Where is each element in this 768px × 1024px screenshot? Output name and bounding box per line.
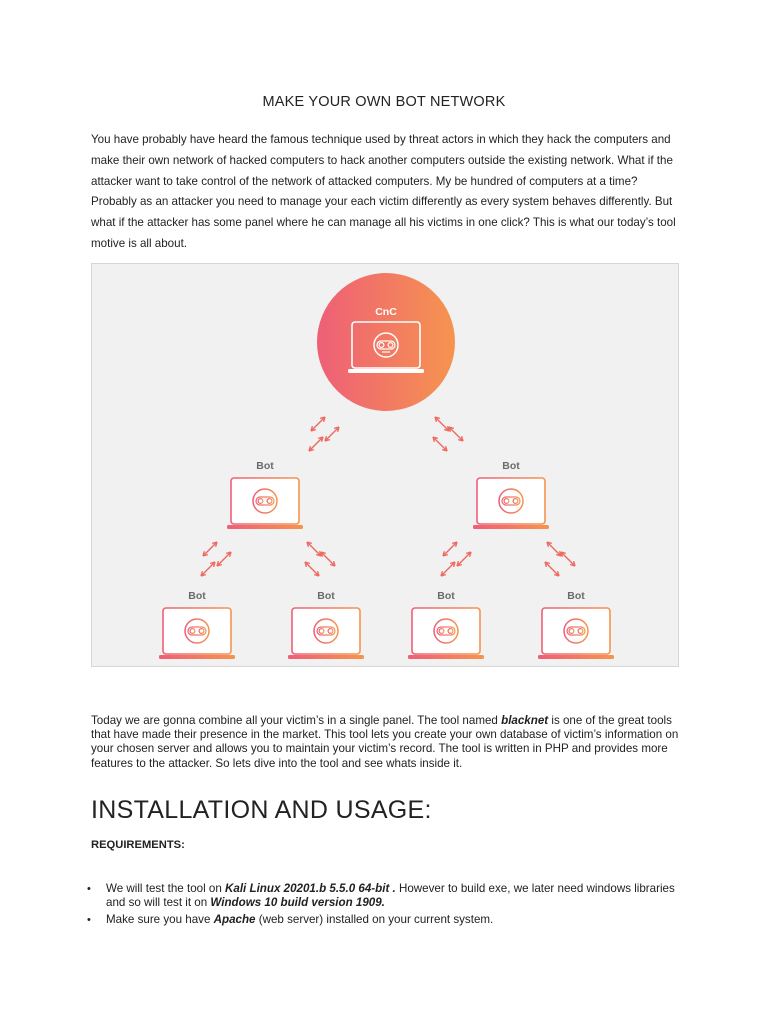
kali-version: Kali Linux 20201.b 5.5.0 64-bit .	[225, 882, 396, 895]
bullet-icon: •	[87, 913, 91, 926]
botnet-diagram-graphic	[92, 264, 678, 666]
bot-label-2: Bot	[317, 590, 335, 602]
windows-version: Windows 10 build version 1909.	[210, 896, 385, 910]
intro-paragraph: You have probably have heard the famous technique used by threat actors in which they hack the computers and make their own network of hacked computers to hack another computers outside the existing network. What if the attacker want to take control of the network of attacked computers. My be hundred of computers at a time? Probably as an attacker you need to manage your each victim differently as every system behaves differently. But what if the attacker has some panel where he can manage all his victims in one click? This is what our today’s tool motive is all about.	[91, 133, 676, 250]
bot-laptop-left	[227, 478, 303, 529]
botnet-diagram	[91, 263, 679, 667]
apache-name: Apache	[213, 912, 256, 926]
arrows-left-2-arrow-icon-0	[307, 542, 321, 556]
arrows-cnc-left-arrow-icon-1	[325, 427, 339, 441]
list-item	[87, 882, 683, 911]
cnc-node-circle	[317, 273, 455, 411]
arrows-right-2-arrow-icon-2	[545, 562, 559, 576]
bullet-text: We will test the tool on	[106, 882, 225, 895]
bot-laptop-3	[408, 608, 484, 659]
list-item	[87, 912, 683, 927]
arrows-right-1-arrow-icon-2	[441, 562, 455, 576]
blacknet-paragraph	[91, 714, 683, 771]
para2-text-end: is one of the great tools that have made their presence in the market. This tool lets you create your own database of victim’s information on your chosen server and allows you to maintain your victim’s record. The tool is written in PHP and provides more features to the attacker. So lets dive into the tool and see whats inside it.	[91, 714, 679, 770]
arrows-left-1-arrow-icon-2	[201, 562, 215, 576]
page-title: MAKE YOUR OWN BOT NETWORK	[262, 94, 506, 110]
arrows-left-2-arrow-icon-2	[305, 562, 319, 576]
bot-label-left: Bot	[256, 460, 274, 472]
arrows-left-1-arrow-icon-0	[203, 542, 217, 556]
bot-laptop-right	[473, 478, 549, 529]
requirements-list	[87, 882, 683, 929]
para2-text-start: Today we are gonna combine all your victim’s in a single panel. The tool named	[91, 714, 502, 727]
arrows-cnc-right-arrow-icon-1	[449, 427, 463, 441]
bullet-text: However to build exe, we later need windows libraries and so will test it on	[106, 882, 675, 910]
tool-name: blacknet	[501, 714, 549, 727]
arrows-cnc-left-arrow-icon-2	[309, 437, 323, 451]
arrows-cnc-left-arrow-icon-0	[311, 417, 325, 431]
bot-label-3: Bot	[437, 590, 455, 602]
arrows-cnc-right-arrow-icon-0	[435, 417, 449, 431]
arrows-right-2-arrow-icon-1	[561, 552, 575, 566]
bullet-text: Make sure you have	[106, 912, 214, 926]
bot-laptop-1	[159, 608, 235, 659]
arrows-cnc-right-arrow-icon-2	[433, 437, 447, 451]
bot-label-1: Bot	[188, 590, 206, 602]
bot-laptop-2	[288, 608, 364, 659]
arrows-left-1-arrow-icon-1	[217, 552, 231, 566]
bot-label-4: Bot	[567, 590, 585, 602]
bot-label-right: Bot	[502, 460, 520, 472]
arrows-right-1-arrow-icon-0	[443, 542, 457, 556]
cnc-label: CnC	[375, 306, 397, 318]
arrows-right-2-arrow-icon-0	[547, 542, 561, 556]
requirements-label: REQUIREMENTS:	[91, 839, 185, 851]
bullet-icon: •	[87, 883, 91, 895]
arrows-left-2-arrow-icon-1	[321, 552, 335, 566]
installation-heading: INSTALLATION AND USAGE:	[91, 796, 432, 824]
bot-laptop-4	[538, 608, 614, 659]
arrows-right-1-arrow-icon-1	[457, 552, 471, 566]
bullet-text: (web server) installed on your current system.	[255, 912, 494, 926]
